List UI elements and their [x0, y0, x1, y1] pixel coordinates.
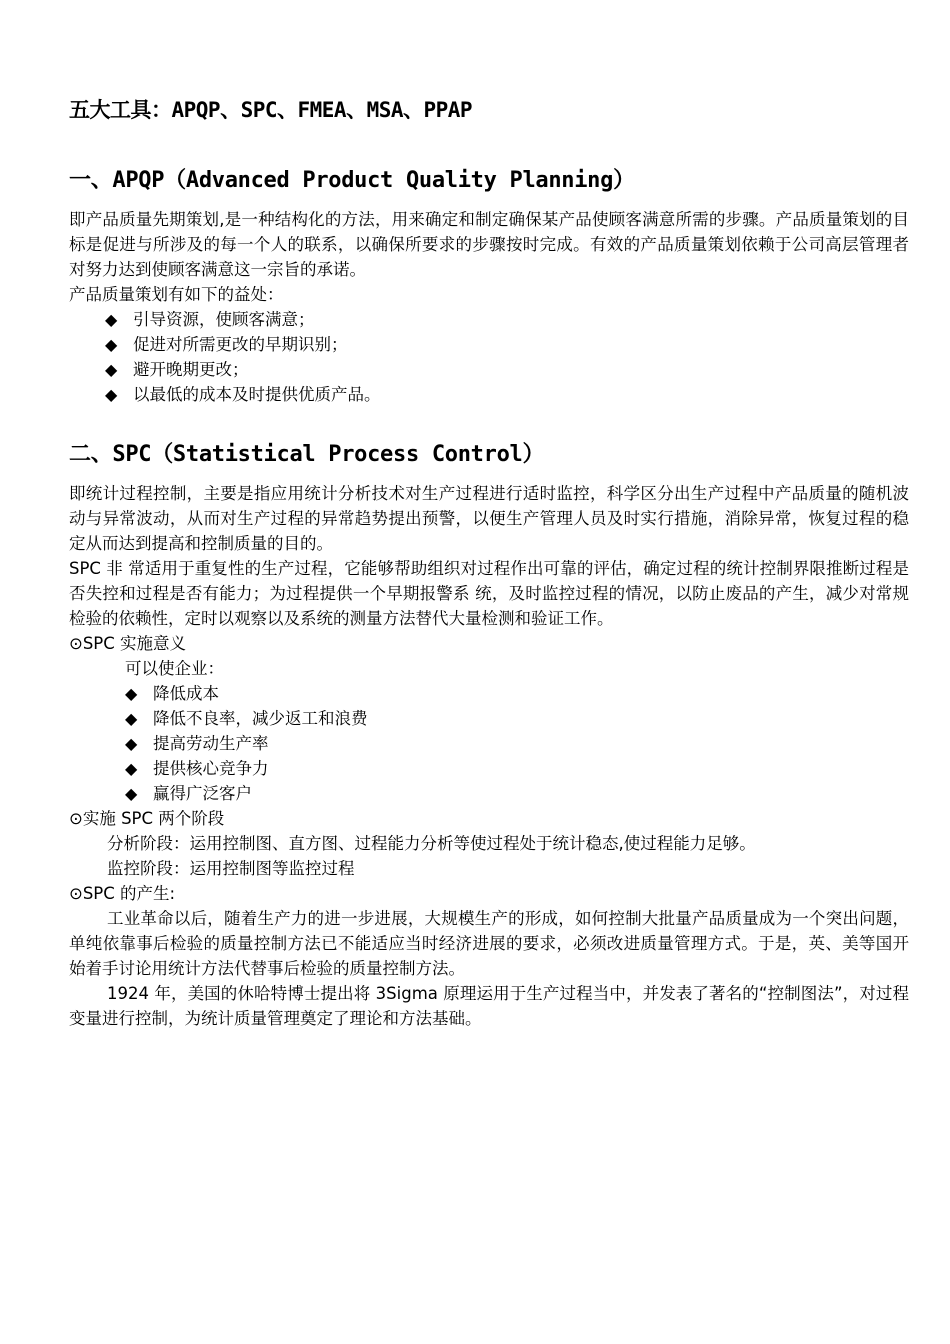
apqp-heading: 一、APQP（Advanced Product Quality Planning）: [69, 168, 635, 193]
spc-significance-heading: ⊙SPC 实施意义: [69, 634, 187, 653]
list-item: ◆ 赢得广泛客户: [69, 781, 909, 806]
apqp-content: [69, 207, 909, 407]
spc-content: [69, 481, 909, 1031]
spc-significance-lead: 可以使企业：: [125, 659, 224, 678]
diamond-bullet-icon: ◆: [125, 709, 138, 728]
diamond-bullet-icon: ◆: [105, 385, 118, 404]
diamond-bullet-icon: ◆: [125, 759, 138, 778]
list-item: ◆ 提供核心竞争力: [69, 756, 909, 781]
diamond-bullet-icon: ◆: [105, 335, 118, 354]
list-item: ◆ 提高劳动生产率: [69, 731, 909, 756]
spc-phase-monitor: 监控阶段：运用控制图等监控过程: [107, 859, 355, 878]
list-item: ◆ 引导资源，使顾客满意；: [69, 307, 909, 332]
apqp-benefits-list: [69, 307, 909, 407]
diamond-bullet-icon: ◆: [105, 310, 118, 329]
diamond-bullet-icon: ◆: [125, 684, 138, 703]
list-item: ◆ 降低不良率，减少返工和浪费: [69, 706, 909, 731]
spc-origin-paragraph-1: 工业革命以后，随着生产力的进一步进展，大规模生产的形成，如何控制大批量产品质量成为一个突出问题，单纯依靠事后检验的质量控制方法已不能适应当时经济进展的要求，必须改进质量管理方式。于是，英、美等国开始着手讨论用统计方法代替事后检验的质量控制方法。: [69, 909, 909, 978]
spc-usage: SPC 非 常适用于重复性的生产过程，它能够帮助组织对过程作出可靠的评估，确定过程的统计控制界限推断过程是否失控和过程是否有能力；为过程提供一个早期报警系 统，及时监控过程的情况，以防止废品的产生，减少对常规检验的依赖性，定时以观察以及系统的测量方法替代大量检测和验证工作。: [69, 559, 909, 628]
list-item: ◆ 促进对所需更改的早期识别；: [69, 332, 909, 357]
spc-intro: 即统计过程控制，主要是指应用统计分析技术对生产过程进行适时监控，科学区分出生产过程中产品质量的随机波动与异常波动，从而对生产过程的异常趋势提出预警，以便生产管理人员及时实行措施，消除异常，恢复过程的稳定从而达到提高和控制质量的目的。: [69, 484, 909, 553]
spc-significance-list: [69, 681, 909, 806]
list-item: ◆ 以最低的成本及时提供优质产品。: [69, 382, 909, 407]
diamond-bullet-icon: ◆: [105, 360, 118, 379]
list-item: ◆ 降低成本: [69, 681, 909, 706]
list-item: ◆ 避开晚期更改；: [69, 357, 909, 382]
spc-phase-analysis: 分析阶段：运用控制图、直方图、过程能力分析等使过程处于统计稳态,使过程能力足够。: [107, 834, 756, 853]
diamond-bullet-icon: ◆: [125, 734, 138, 753]
spc-origin-heading: ⊙SPC 的产生:: [69, 884, 176, 903]
spc-origin-paragraph-2: 1924 年，美国的休哈特博士提出将 3Sigma 原理运用于生产过程当中，并发表了著名的“控制图法”，对过程变量进行控制，为统计质量管理奠定了理论和方法基础。: [69, 984, 909, 1028]
diamond-bullet-icon: ◆: [125, 784, 138, 803]
apqp-intro: 即产品质量先期策划,是一种结构化的方法，用来确定和制定确保某产品使顾客满意所需的步骤。产品质量策划的目标是促进与所涉及的每一个人的联系，以确保所要求的步骤按时完成。有效的产品质量策划依赖于公司高层管理者对努力达到使顾客满意这一宗旨的承诺。: [69, 210, 909, 279]
apqp-section: [69, 166, 909, 407]
spc-phases-heading: ⊙实施 SPC 两个阶段: [69, 809, 225, 828]
spc-section: [69, 440, 909, 1031]
apqp-benefits-lead: 产品质量策划有如下的益处：: [69, 285, 284, 304]
spc-heading: 二、SPC（Statistical Process Control）: [69, 442, 545, 467]
document-title: 五大工具：APQP、SPC、FMEA、MSA、PPAP: [69, 98, 473, 122]
